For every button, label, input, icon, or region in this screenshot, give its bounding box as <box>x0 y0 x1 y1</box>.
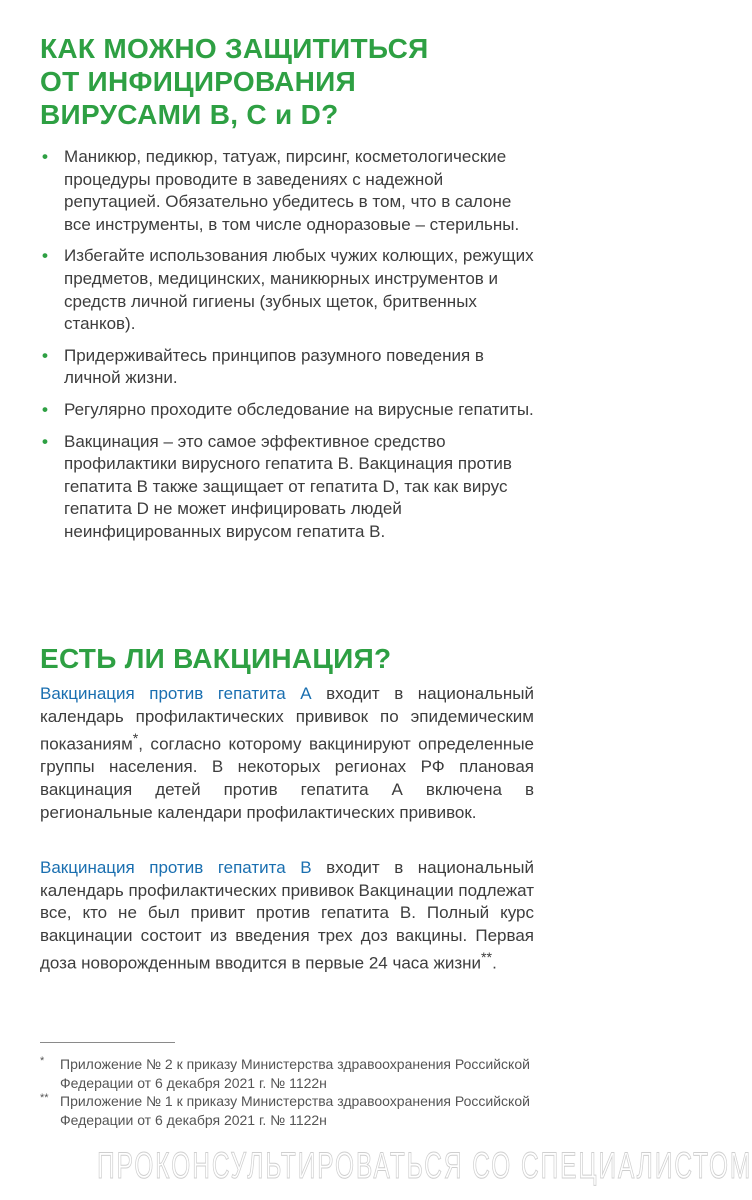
section-title-vaccination: ЕСТЬ ЛИ ВАКЦИНАЦИЯ? <box>40 643 392 674</box>
title-line: КАК МОЖНО ЗАЩИТИТЬСЯ <box>40 33 429 64</box>
list-item-text: Маникюр, педикюр, татуаж, пирсинг, косметологические процедуры проводите в заведениях с надежной репутацией. Обязательно убедитесь в том, что в салоне все инструменты, в том числе одноразовые – стерильны. <box>64 147 520 234</box>
paragraph-text: , согласно которому вакцинируют определенные группы населения. В некоторых регионах РФ плановая вакцинация детей против гепатита А включена в региональные календари профилактических прививок. <box>40 734 534 822</box>
consult-footer: ПРОКОНСУЛЬТИРОВАТЬСЯ СО СПЕЦИАЛИСТОМ <box>97 1145 752 1186</box>
paragraph-hepatitis-b <box>40 857 534 976</box>
section-title-protection <box>40 32 540 131</box>
list-item <box>40 146 540 236</box>
list-item <box>40 245 540 335</box>
list-item-text: Регулярно проходите обследование на вирусные гепатиты. <box>64 399 534 419</box>
paragraph-lead: Вакцинация против гепатита А <box>40 684 312 703</box>
footnote <box>40 1055 540 1092</box>
footnote-ref: * <box>132 731 139 748</box>
title-line: ВИРУСАМИ В, С и D? <box>40 99 339 130</box>
footnote-mark: * <box>40 1055 45 1067</box>
list-item <box>40 431 540 544</box>
protection-list <box>40 146 540 553</box>
title-line: ОТ ИНФИЦИРОВАНИЯ <box>40 66 357 97</box>
footnote-text: Приложение № 1 к приказу Министерства здравоохранения Российской Федерации от 6 декабря 2021 г. № 1122н <box>60 1093 530 1128</box>
list-item <box>40 345 540 390</box>
footnotes <box>40 1055 540 1129</box>
list-item <box>40 399 540 422</box>
footnote-text: Приложение № 2 к приказу Министерства здравоохранения Российской Федерации от 6 декабря 2021 г. № 1122н <box>60 1056 530 1091</box>
bullet-icon: • <box>42 399 48 419</box>
list-item-text: Избегайте использования любых чужих колющих, режущих предметов, медицинских, маникюрных инструментов и средств личной гигиены (зубных щеток, бритвенных станков). <box>64 246 534 334</box>
list-item-text: Придерживайтесь принципов разумного поведения в личной жизни. <box>64 345 484 388</box>
footnote-mark: ** <box>40 1092 49 1104</box>
bullet-icon: • <box>42 345 48 365</box>
bullet-icon: • <box>42 246 48 266</box>
paragraph-text: входит в национальный календарь профилактических прививок по эпидемическим показаниям <box>40 684 534 754</box>
list-item-text: Вакцинация – это самое эффективное средство профилактики вирусного гепатита В. Вакцинация против гепатита В также защищает от гепатита D, так как вирус гепатита D не может инфицировать людей неинфицированных вирусом гепатита В. <box>64 431 512 541</box>
paragraph-hepatitis-a <box>40 683 534 824</box>
footnote-divider <box>40 1042 175 1043</box>
paragraph-text: . <box>492 954 497 974</box>
paragraph-lead: Вакцинация против гепатита В <box>40 858 312 877</box>
footnote-ref: ** <box>481 950 493 967</box>
bullet-icon: • <box>42 147 48 166</box>
bullet-icon: • <box>42 431 48 451</box>
paragraph-text: входит в национальный календарь профилактических прививок Вакцинации подлежат все, кто не был привит против гепатита В. Полный курс вакцинации состоит из введения трех доз вакцины. Первая доза новорожденным вводится в первые 24 часа жизни <box>40 858 534 974</box>
footnote <box>40 1092 540 1129</box>
